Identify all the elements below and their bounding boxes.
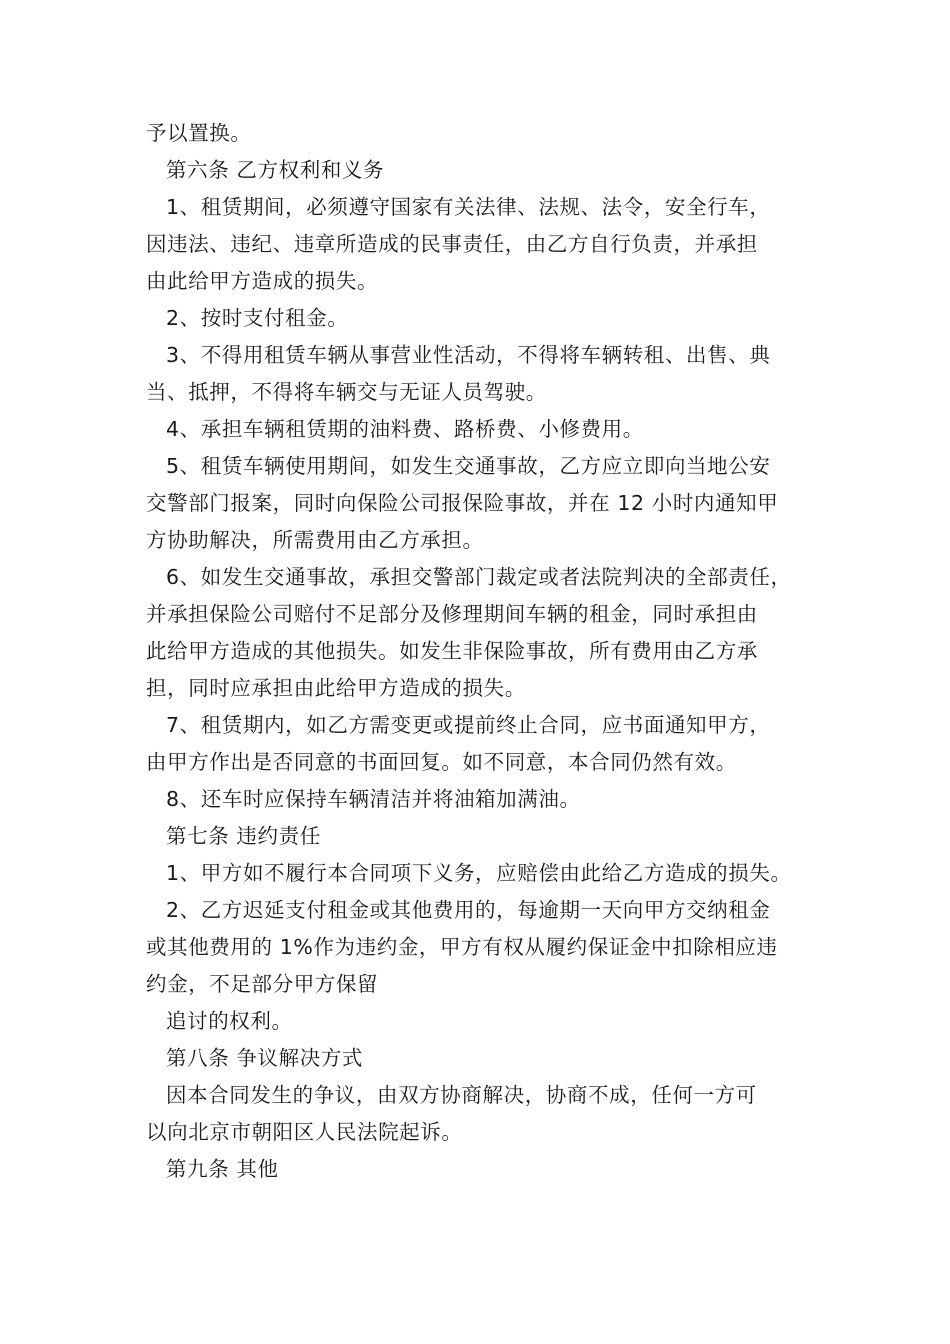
section-heading: 第八条 争议解决方式: [166, 1046, 364, 1070]
text-line: 因违法、违纪、违章所造成的民事责任，由乙方自行负责，并承担: [146, 232, 758, 256]
clause-line: 2、按时支付租金。: [166, 306, 349, 330]
text-line: 予以置换。: [146, 121, 252, 145]
text-line: 追讨的权利。: [166, 1009, 293, 1033]
text-line: 由此给甲方造成的损失。: [146, 269, 379, 293]
text-line: 交警部门报案，同时向保险公司报保险事故，并在 12 小时内通知甲: [146, 491, 779, 515]
clause-line: 7、租赁期内，如乙方需变更或提前终止合同，应书面通知甲方，: [166, 713, 771, 737]
clause-line: 4、承担车辆租赁期的油料费、路桥费、小修费用。: [166, 417, 644, 441]
text-line: 或其他费用的 1%作为违约金，甲方有权从履约保证金中扣除相应违: [146, 935, 778, 959]
section-heading: 第七条 违约责任: [166, 824, 321, 848]
clause-line: 1、租赁期间，必须遵守国家有关法律、法规、法令，安全行车，: [166, 195, 771, 219]
clause-line: 因本合同发生的争议，由双方协商解决，协商不成，任何一方可: [166, 1083, 757, 1107]
clause-line: 5、租赁车辆使用期间，如发生交通事故，乙方应立即向当地公安: [166, 454, 771, 478]
text-line: 约金，不足部分甲方保留: [146, 972, 379, 996]
text-line: 以向北京市朝阳区人民法院起诉。: [146, 1120, 463, 1144]
clause-line: 2、乙方迟延支付租金或其他费用的，每逾期一天向甲方交纳租金: [166, 898, 771, 922]
text-line: 由甲方作出是否同意的书面回复。如不同意，本合同仍然有效。: [146, 750, 737, 774]
clause-line: 3、不得用租赁车辆从事营业性活动，不得将车辆转租、出售、典: [166, 343, 771, 367]
clause-line: 6、如发生交通事故，承担交警部门裁定或者法院判决的全部责任，: [166, 565, 792, 589]
document-body: [146, 115, 816, 1188]
clause-line: 1、甲方如不履行本合同项下义务，应赔偿由此给乙方造成的损失。: [166, 861, 792, 885]
text-line: 方协助解决，所需费用由乙方承担。: [146, 528, 484, 552]
text-line: 担，同时应承担由此给甲方造成的损失。: [146, 676, 526, 700]
clause-line: 8、还车时应保持车辆清洁并将油箱加满油。: [166, 787, 581, 811]
text-line: 此给甲方造成的其他损失。如发生非保险事故，所有费用由乙方承: [146, 639, 758, 663]
section-heading: 第九条 其他: [166, 1157, 279, 1181]
text-line: 并承担保险公司赔付不足部分及修理期间车辆的租金，同时承担由: [146, 602, 758, 626]
text-line: 当、抵押，不得将车辆交与无证人员驾驶。: [146, 380, 547, 404]
section-heading: 第六条 乙方权利和义务: [166, 158, 385, 182]
